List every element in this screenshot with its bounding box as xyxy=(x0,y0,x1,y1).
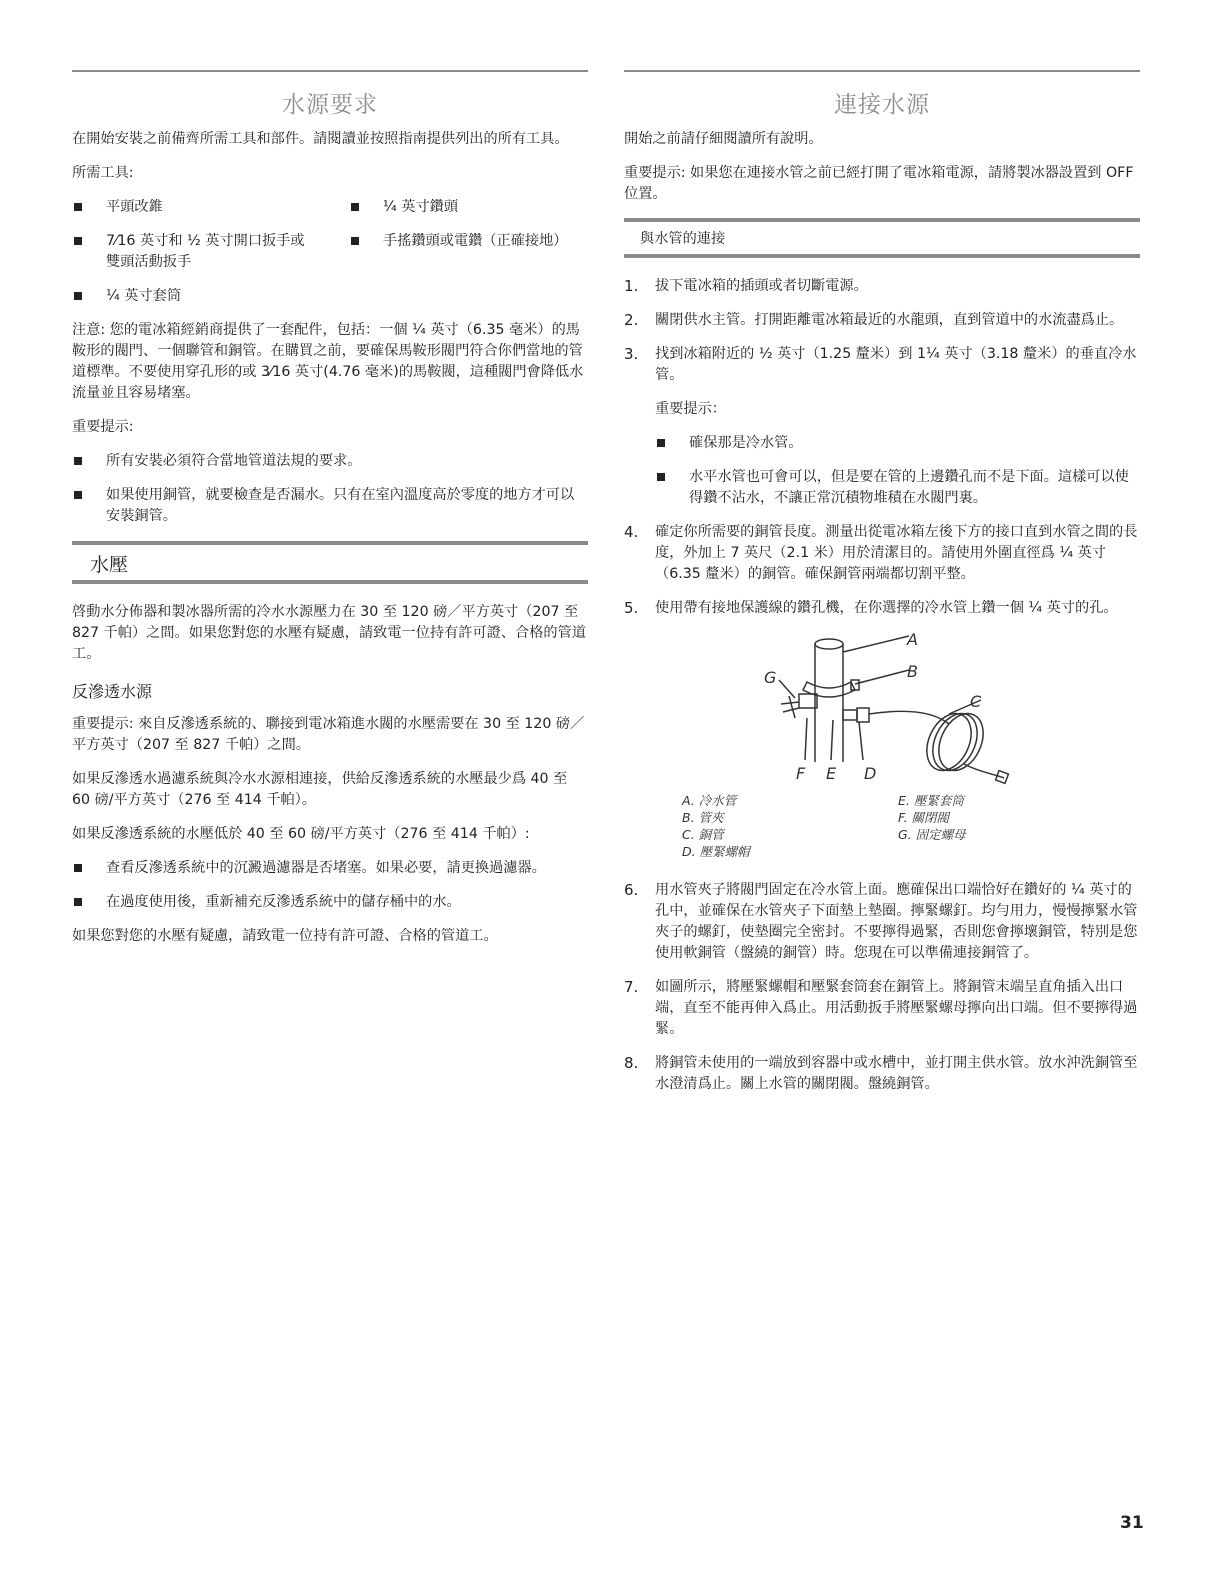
tools-list xyxy=(72,197,588,320)
legend-item: F. 關閉閥 xyxy=(898,810,950,825)
right-column xyxy=(624,70,1140,1108)
ro-item: 查看反滲透系統中的沉澱過濾器是否堵塞。如果必要，請更換過濾器。 xyxy=(72,858,588,879)
step-text: 關閉供水主管。打開距離電冰箱最近的水龍頭，直到管道中的水流盡爲止。 xyxy=(655,312,1124,328)
tool-item: 手搖鑽頭或電鑽（正確接地） xyxy=(349,231,588,252)
step3-item: 確保那是冷水管。 xyxy=(655,433,1140,454)
step xyxy=(624,880,1140,964)
step-text: 找到冰箱附近的 ½ 英寸（1.25 釐米）到 1¼ 英寸（3.18 釐米）的垂直冷水管。 xyxy=(655,346,1137,383)
intro-text: 開始之前請仔細閱讀所有說明。 xyxy=(624,131,823,147)
tool-item: 7⁄16 英寸和 ½ 英寸開口扳手或雙頭活動扳手 xyxy=(72,231,311,273)
step-text: 拔下電冰箱的插頭或者切斷電源。 xyxy=(655,278,868,294)
important-label: 重要提示: xyxy=(72,419,134,435)
legend-item: E. 壓緊套筒 xyxy=(898,793,964,808)
ro-item: 在過度使用後，重新補充反滲透系統中的儲存桶中的水。 xyxy=(72,892,588,913)
left-column xyxy=(72,70,588,947)
label-e: E xyxy=(826,764,837,783)
step-number: 1. xyxy=(624,277,639,295)
top-rule xyxy=(624,70,1140,72)
label-d: D xyxy=(864,764,877,783)
tool-item: 平頭改錐 xyxy=(72,197,311,218)
ro-paragraph: 重要提示: 來自反滲透系統的、聯接到電冰箱進水閥的水壓需要在 30 至 120 磅／平方英寸（207 至 827 千帕）之間。 xyxy=(72,716,585,753)
step-text: 確定你所需要的銅管長度。測量出從電冰箱左後下方的接口直到水管之間的長度，外加上 7 英尺（2.1 米）用於清潔目的。請使用外圍直徑爲 ¼ 英寸（6.35 釐米）的銅管。確保銅管兩端都切割平整。 xyxy=(655,524,1138,582)
step-number: 7. xyxy=(624,978,639,996)
top-rule xyxy=(72,70,588,72)
step xyxy=(624,276,1140,297)
step-number: 6. xyxy=(624,881,639,899)
step-number: 4. xyxy=(624,523,639,541)
label-b: B xyxy=(907,662,918,681)
step-text: 將銅管未使用的一端放到容器中或水槽中，並打開主供水管。放水沖洗銅管至水澄清爲止。關上水管的關閉閥。盤繞銅管。 xyxy=(655,1055,1138,1092)
connect-water-title: 連接水源 xyxy=(834,92,930,118)
step-number: 3. xyxy=(624,345,639,363)
ro-heading: 反滲透水源 xyxy=(72,682,153,701)
legend-left xyxy=(682,792,750,860)
step xyxy=(624,598,1140,619)
step-number: 5. xyxy=(624,599,639,617)
legend-item: G. 固定螺母 xyxy=(898,827,966,842)
step xyxy=(624,977,1140,1040)
tool-item: ¼ 英寸鑽頭 xyxy=(349,197,588,218)
tools-col-2 xyxy=(311,197,588,320)
important-item: 如果使用銅管，就要檢查是否漏水。只有在室內溫度高於零度的地方才可以安裝銅管。 xyxy=(72,485,588,527)
legend-item: B. 管夾 xyxy=(682,810,724,825)
tools-col-1 xyxy=(72,197,311,320)
legend-right xyxy=(898,792,966,843)
tools-label: 所需工具: xyxy=(72,165,134,181)
label-g: G xyxy=(764,668,777,687)
step xyxy=(624,344,1140,386)
ro-paragraph: 如果反滲透系統的水壓低於 40 至 60 磅/平方英寸（276 至 414 千帕）: xyxy=(72,826,530,842)
step3-item: 水平水管也可會可以，但是要在管的上邊鑽孔而不是下面。這樣可以使得鑽不沾水，不讓正常沉積物堆積在水閥門裏。 xyxy=(655,467,1140,509)
label-a: A xyxy=(907,630,918,649)
important-item: 所有安裝必須符合當地管道法規的要求。 xyxy=(72,451,588,472)
step xyxy=(624,522,1140,585)
tool-item: ¼ 英寸套筒 xyxy=(72,286,311,307)
water-pressure-text: 啓動水分佈器和製冰器所需的冷水水源壓力在 30 至 120 磅／平方英寸（207 至 827 千帕）之間。如果您對您的水壓有疑慮，請致電一位持有許可證、合格的管道工。 xyxy=(72,604,586,662)
step xyxy=(624,310,1140,331)
step3-important-label: 重要提示： xyxy=(655,401,726,417)
legend-item: D. 壓緊螺帽 xyxy=(682,844,750,859)
note-text: 注意: 您的電冰箱經銷商提供了一套配件，包括：一個 ¼ 英寸（6.35 毫米）的馬鞍形的閥門、一個聯管和銅管。在購買之前，要確保馬鞍形閥門符合你們當地的管道標準。不要使用穿孔形的或 3⁄16 英寸(4.76 毫米)的馬鞍閥，這種閥門會降低水流量並且容易堵塞。 xyxy=(72,322,584,401)
water-requirements-title: 水源要求 xyxy=(282,92,378,118)
legend-item: C. 銅管 xyxy=(682,827,724,842)
step3-list xyxy=(624,433,1140,509)
step-number: 8. xyxy=(624,1054,639,1072)
water-line-connection-heading: 與水管的連接 xyxy=(624,218,1140,258)
step-text: 如圖所示，將壓緊螺帽和壓緊套筒套在銅管上。將銅管末端呈直角插入出口端，直至不能再伸入爲止。用活動扳手將壓緊螺母擰向出口端。但不要擰得過緊。 xyxy=(655,979,1138,1037)
ro-paragraph: 如果反滲透水過濾系統與冷水水源相連接，供給反滲透系統的水壓最少爲 40 至 60 磅/平方英寸（276 至 414 千帕）。 xyxy=(72,771,568,808)
label-c: C xyxy=(970,692,982,711)
label-f: F xyxy=(796,764,806,783)
step-text: 用水管夾子將閥門固定在冷水管上面。應確保出口端恰好在鑽好的 ¼ 英寸的孔中，並確保在水管夾子下面墊上墊圈。擰緊螺釘。均勻用力，慢慢擰緊水管夾子的螺釘，使墊圈完全密封。不要擰得過緊，否則您會擰壞銅管，特別是您使用軟銅管（盤繞的銅管）時。您現在可以準備連接銅管了。 xyxy=(655,882,1138,961)
page-number: 31 xyxy=(1120,1513,1144,1533)
step-text: 使用帶有接地保護線的鑽孔機，在你選擇的冷水管上鑽一個 ¼ 英寸的孔。 xyxy=(655,600,1118,616)
legend-item: A. 冷水管 xyxy=(682,793,737,808)
intro-text: 在開始安裝之前備齊所需工具和部件。請閱讀並按照指南提供列出的所有工具。 xyxy=(72,131,569,147)
ro-paragraph: 如果您對您的水壓有疑慮，請致電一位持有許可證、合格的管道工。 xyxy=(72,928,498,944)
important-text: 重要提示: 如果您在連接水管之前已經打開了電冰箱電源，請將製冰器設置到 OFF 位置。 xyxy=(624,165,1134,202)
step-number: 2. xyxy=(624,311,639,329)
step xyxy=(624,1053,1140,1095)
valve-diagram xyxy=(624,632,1140,872)
water-pressure-heading: 水壓 xyxy=(72,541,588,584)
